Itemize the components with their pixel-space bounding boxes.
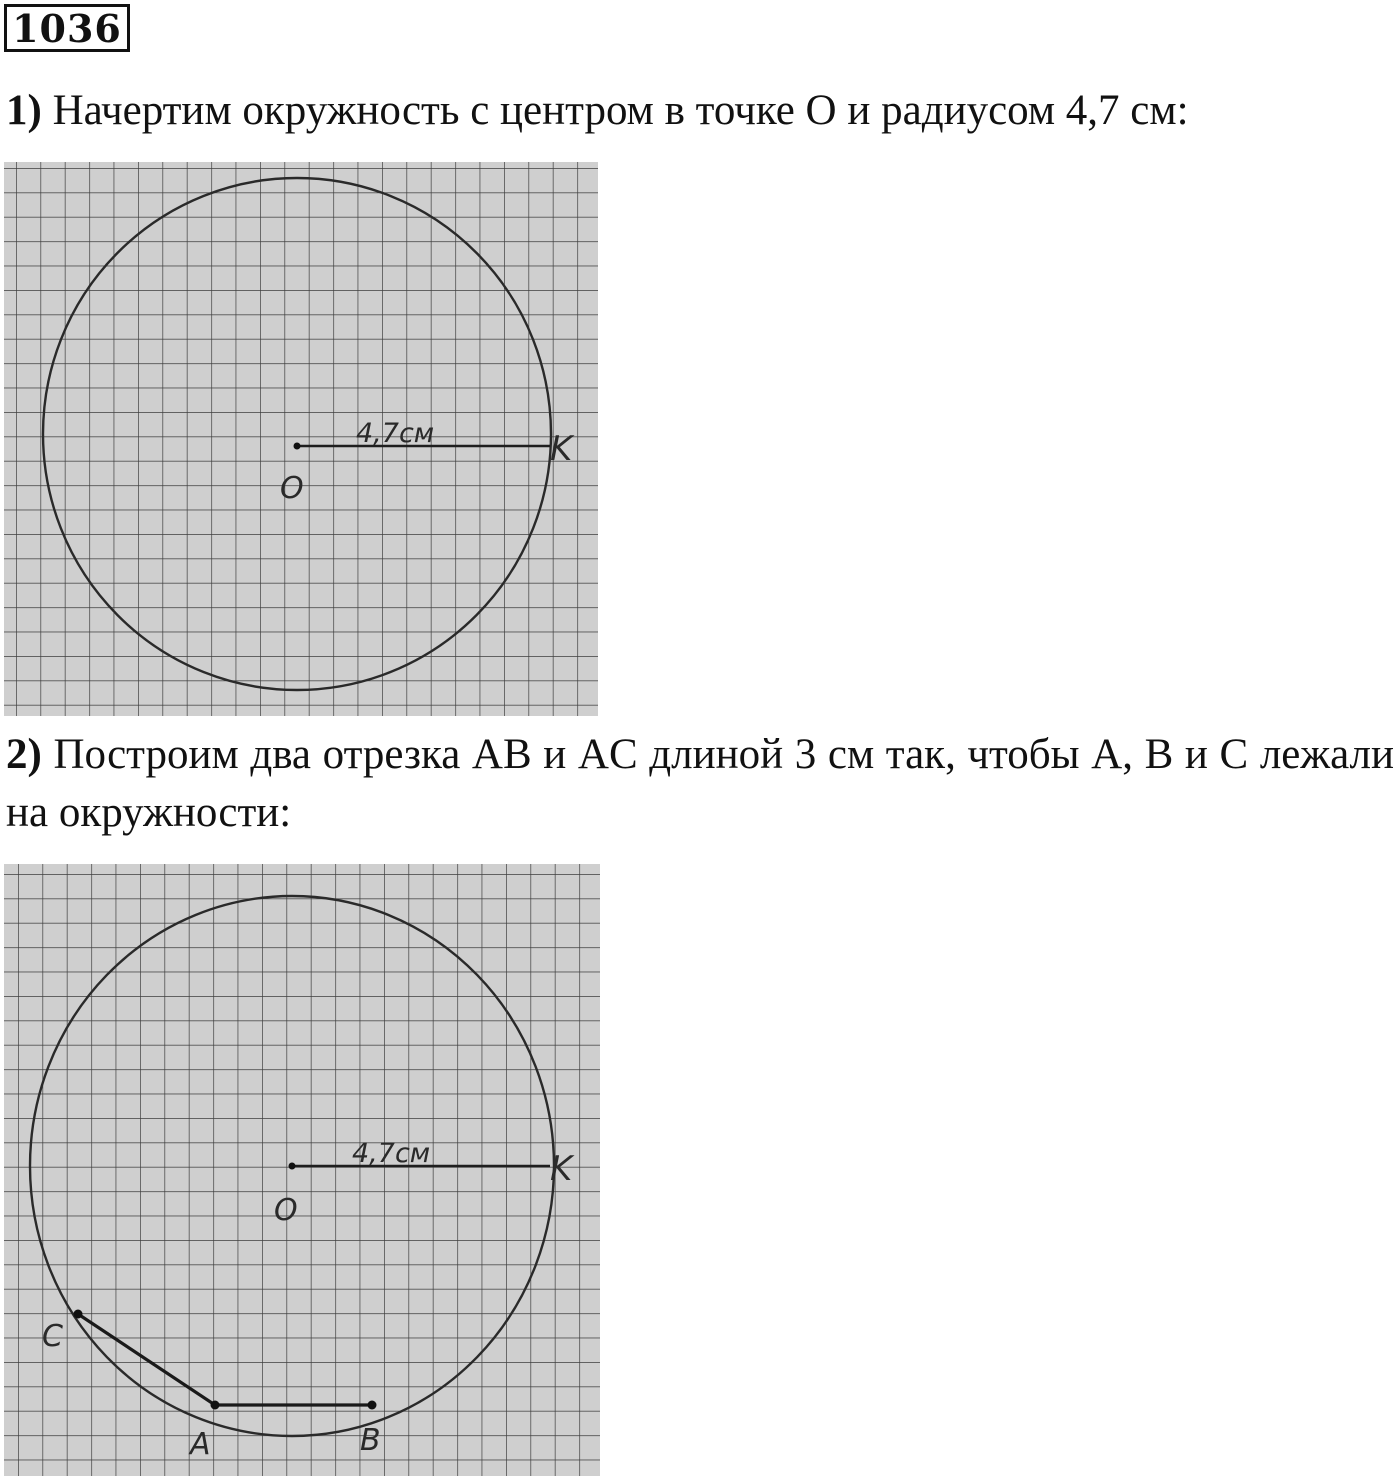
circle-figure-1 bbox=[4, 162, 598, 716]
point-a-label: A bbox=[190, 1427, 211, 1462]
exercise-number-text: 1036 bbox=[12, 5, 122, 51]
point-b-label: B bbox=[360, 1423, 381, 1458]
part1-paragraph bbox=[6, 82, 1394, 140]
graph-paper-grid bbox=[4, 864, 600, 1476]
radius-label: 4,7см bbox=[352, 1138, 431, 1169]
exercise-number bbox=[4, 4, 130, 52]
point-k-label: K bbox=[550, 1149, 573, 1189]
center-label: O bbox=[274, 1193, 298, 1228]
part2-text: Построим два отрезка AB и AC длиной 3 см так, чтобы A, B и C лежали на окружности: bbox=[6, 731, 1395, 836]
center-point bbox=[294, 443, 301, 450]
part2-paragraph bbox=[6, 726, 1394, 842]
part1-text: Начертим окружность с центром в точке O и радиусом 4,7 см: bbox=[52, 87, 1189, 134]
radius-label: 4,7см bbox=[356, 418, 435, 449]
point-k-label: K bbox=[550, 429, 573, 469]
point-c bbox=[74, 1310, 83, 1319]
point-c-label: C bbox=[42, 1319, 63, 1354]
point-b bbox=[368, 1401, 377, 1410]
point-a bbox=[211, 1401, 220, 1410]
part1-step: 1) bbox=[6, 87, 42, 134]
center-point bbox=[289, 1163, 296, 1170]
graph-paper-grid bbox=[4, 162, 598, 716]
part2-step: 2) bbox=[6, 731, 42, 778]
center-label: O bbox=[280, 471, 304, 506]
circle-figure-2 bbox=[4, 864, 600, 1476]
